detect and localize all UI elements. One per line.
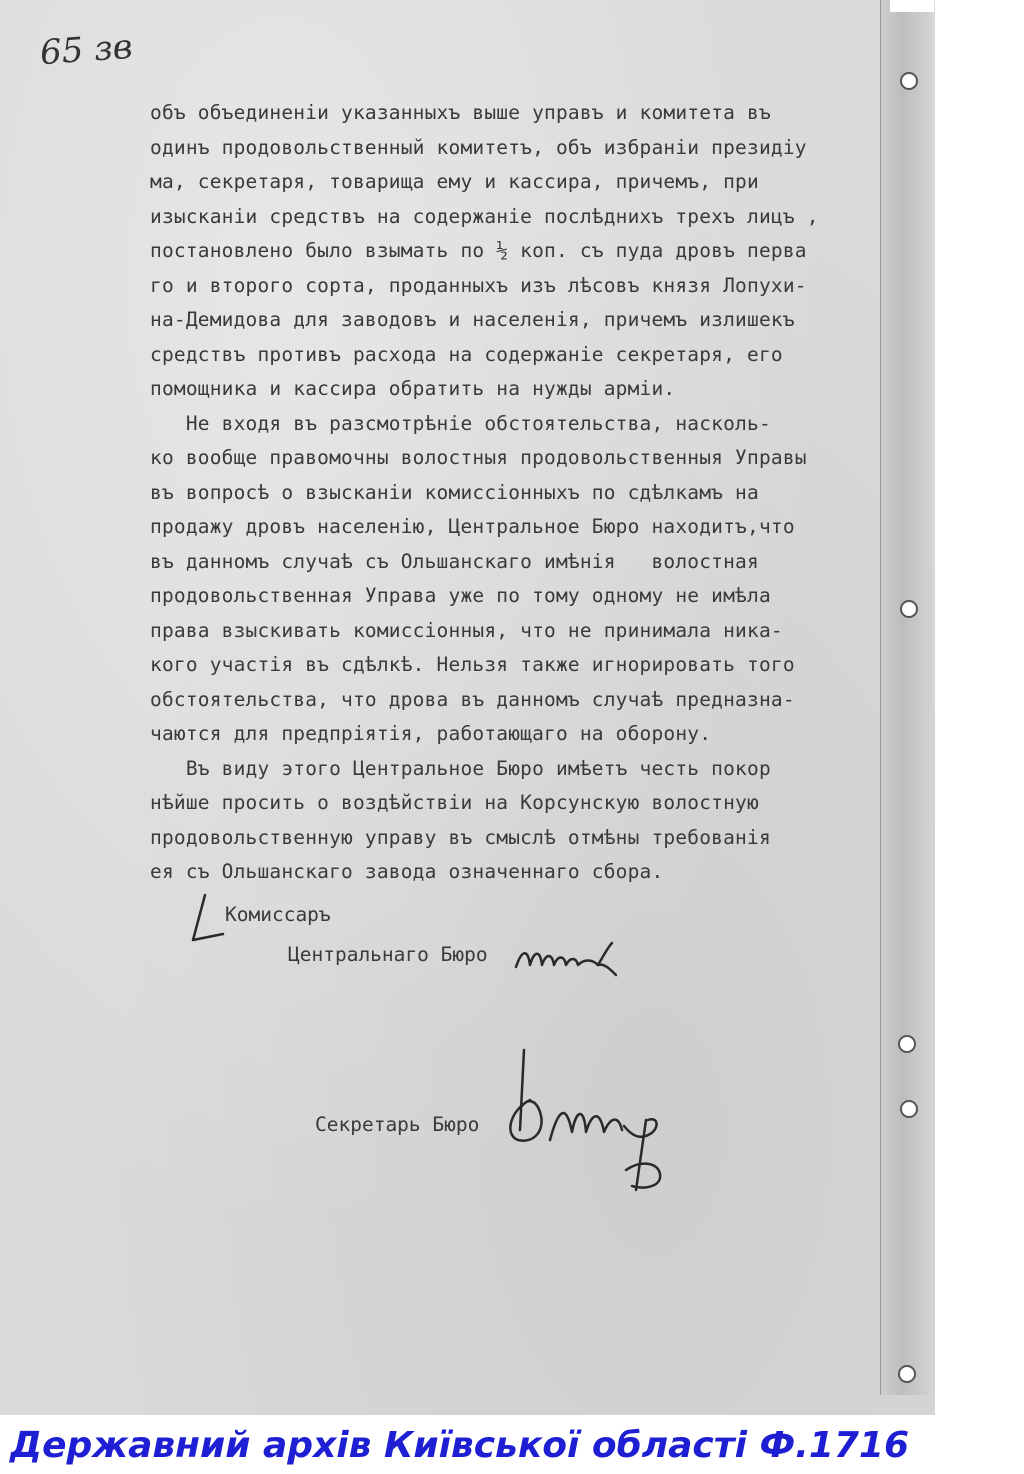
text-line: ма, секретаря, товарища ему и кассира, причемъ, при — [150, 170, 759, 193]
binding-hole — [900, 600, 918, 618]
text-line: въ вопросѣ о взысканiи комиссiонныхъ по сдѣлкамъ на — [150, 480, 759, 504]
page-number: 65 зв — [38, 26, 134, 74]
text-line: продовольственная Управа уже по тому одному не имѣла — [150, 584, 771, 607]
text-line: го и второго сорта, проданныхъ изъ лѣсовъ князя Лопухи- — [150, 273, 807, 297]
document-body — [150, 96, 870, 890]
archive-watermark: Державний архів Київської області Ф.1716 — [10, 1425, 910, 1466]
binding-hole — [900, 72, 918, 90]
text-line: помощника и кассира обратить на нужды армiи. — [150, 377, 676, 400]
text-line: чаются для предпрiятiя, работающаго на оборону. — [150, 722, 712, 745]
text-line: изысканiи средствъ на содержанiе послѣднихъ трехъ лицъ , — [150, 204, 819, 228]
secretary-title: Секретарь Бюро — [315, 1113, 480, 1136]
text-line: Въ виду этого Центральное Бюро имѣетъ честь покор — [150, 756, 771, 780]
text-line: средствъ противъ расхода на содержанiе секретаря, его — [150, 342, 783, 366]
text-line: продовольственную управу въ смыслѣ отмѣны требованiя — [150, 825, 771, 849]
commissar-title: Комиссаръ — [225, 903, 331, 926]
paper-edge — [880, 0, 933, 1395]
text-line: обстоятельства, что дрова въ данномъ случаѣ предназна- — [150, 687, 795, 711]
paper-edge-gap — [890, 0, 934, 12]
binding-hole — [900, 1100, 918, 1118]
text-line: кого участiя въ сдѣлкѣ. Нельзя также игнорировать того — [150, 653, 795, 676]
commissar-org: Центральнаго Бюро — [288, 943, 488, 966]
binding-hole — [898, 1365, 916, 1383]
commissar-signature — [512, 935, 632, 985]
commissar-mark-signature — [185, 890, 230, 950]
text-line: нѣйше просить о воздѣйствiи на Корсунскую волостную — [150, 791, 759, 814]
text-line: Не входя въ разсмотрѣнiе обстоятельства, насколь- — [150, 411, 771, 435]
binding-hole — [898, 1035, 916, 1053]
text-line: одинъ продовольственный комитетъ, объ избранiи президiу — [150, 135, 807, 159]
text-line: на-Демидова для заводовъ и населенiя, причемъ излишекъ — [150, 308, 795, 331]
text-line: объ объединенiи указанныхъ выше управъ и комитета въ — [150, 101, 771, 124]
text-line: права взыскивать комиссiонныя, что не принимала ника- — [150, 618, 783, 642]
text-line: ко вообще правомочны волостныя продовольственныя Управы — [150, 446, 807, 469]
text-line: продажу дровъ населенiю, Центральное Бюро находитъ,что — [150, 515, 795, 538]
text-line: ея съ Ольшанскаго завода означеннаго сбора. — [150, 860, 664, 883]
text-line: въ данномъ случаѣ съ Ольшанскаго имѣнiя волостная — [150, 549, 759, 573]
text-line: постановлено было взымать по ½ коп. съ пуда дровъ перва — [150, 239, 807, 262]
secretary-signature — [500, 1040, 690, 1210]
